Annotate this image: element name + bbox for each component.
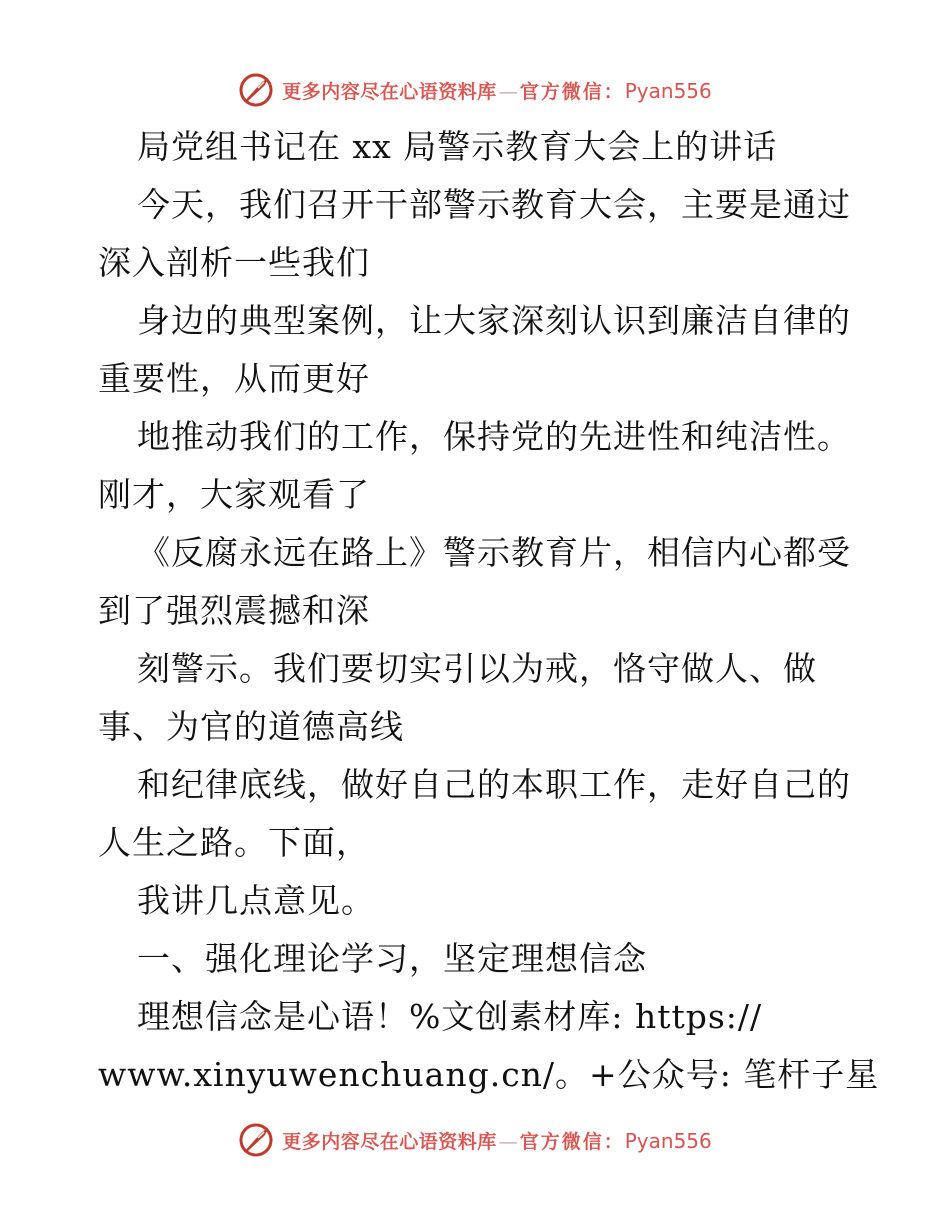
banner-text [282, 1127, 712, 1154]
paragraph-line: 人生之路。下面， [98, 823, 370, 862]
quill-pen-circle-icon [238, 1122, 274, 1158]
banner-text [282, 77, 712, 104]
paragraph-line: 地推动我们的工作，保持党的先进性和纯洁性。 [137, 417, 851, 456]
paragraph-line: 理想信念是心语！%文创素材库: https:// [137, 997, 763, 1036]
paragraph-line: 事、为官的道德高线 [98, 707, 404, 746]
paragraph-line: 我讲几点意见。 [137, 881, 375, 920]
banner-official-label: 官方微信： [519, 80, 625, 103]
document-body [98, 118, 880, 1104]
quill-pen-circle-icon [238, 72, 274, 108]
banner-main-text: 更多内容尽在心语资料库 [282, 1130, 497, 1153]
paragraph-line: 刚才，大家观看了 [98, 475, 370, 514]
paragraph-line: 今天，我们召开干部警示教育大会，主要是通过 [137, 185, 851, 224]
paragraph-line: 刻警示。我们要切实引以为戒，恪守做人、做 [137, 649, 817, 688]
paragraph-line: www.xinyuwenchuang.cn/。+公众号: 笔杆子星 [98, 1055, 880, 1094]
paragraph-line: 到了强烈震撼和深 [98, 591, 370, 630]
paragraph-line: 身边的典型案例，让大家深刻认识到廉洁自律的 [137, 301, 851, 340]
paragraph-line: 深入剖析一些我们 [98, 243, 370, 282]
paragraph-line: 和纪律底线，做好自己的本职工作，走好自己的 [137, 765, 851, 804]
banner-main-text: 更多内容尽在心语资料库 [282, 80, 497, 103]
paragraph-line: 重要性，从而更好 [98, 359, 370, 398]
footer-banner [0, 1118, 950, 1162]
banner-official-label: 官方微信： [519, 1130, 625, 1153]
banner-separator: — [498, 1130, 518, 1153]
section-heading: 一、强化理论学习，坚定理想信念 [137, 939, 647, 978]
document-title: 局党组书记在 xx 局警示教育大会上的讲话 [137, 127, 778, 166]
paragraph-line: 《反腐永远在路上》警示教育片，相信内心都受 [137, 533, 851, 572]
header-banner [0, 68, 950, 112]
banner-separator: — [498, 80, 518, 103]
banner-wechat-id: Pyan556 [624, 1128, 712, 1153]
banner-wechat-id: Pyan556 [624, 78, 712, 103]
